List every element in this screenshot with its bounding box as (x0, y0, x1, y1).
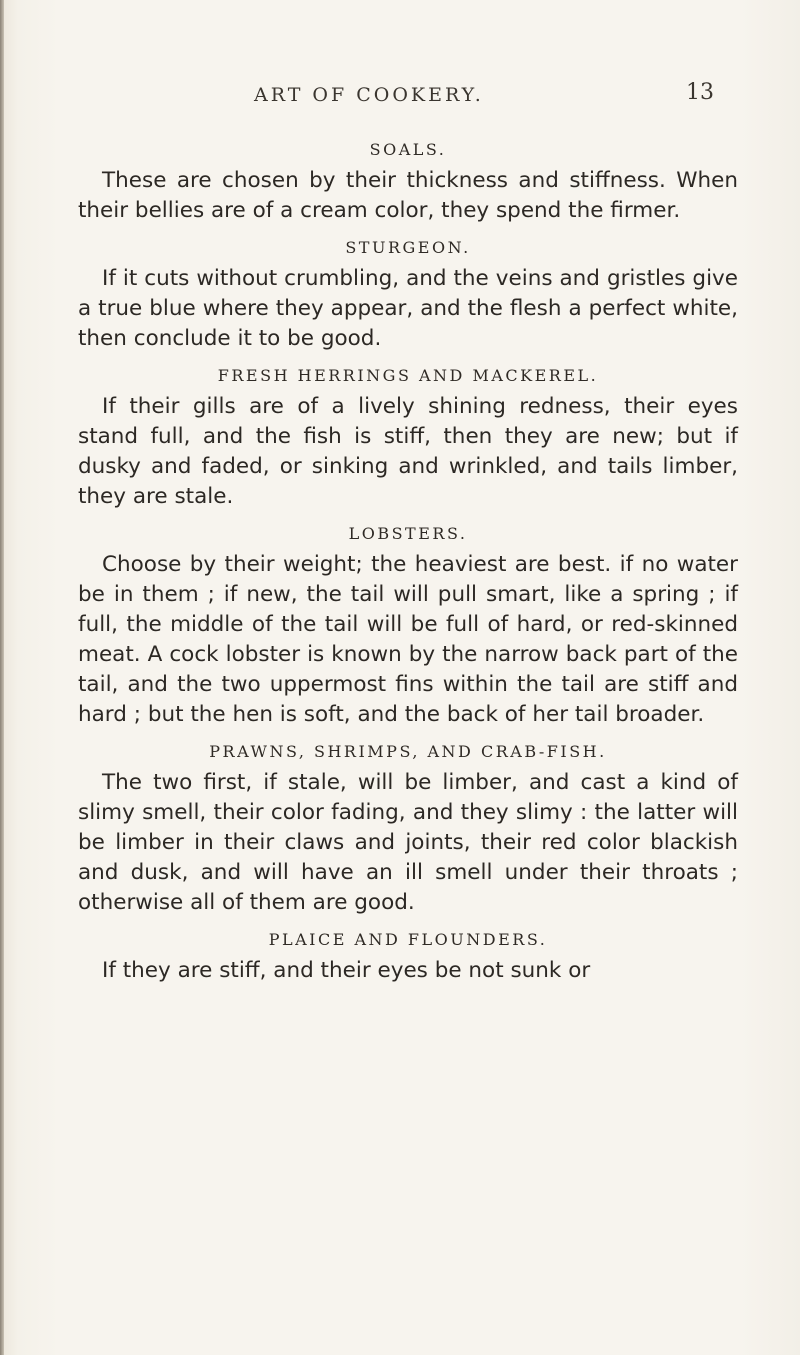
section-paragraph: The two first, if stale, will be limber, and cast a kind of slimy smell, their color fading, and they slimy : the latter will be limber in their claws and joints, their red color blackish and dusk, and will have an ill smell under their throats ; otherwise all of them are good. (78, 770, 738, 915)
page-gutter-edge (0, 0, 4, 1355)
section-paragraph: If they are stiff, and their eyes be not sunk or (102, 958, 591, 983)
section-soals (78, 138, 738, 226)
section-plaice-flounders (78, 928, 738, 986)
section-heading: SOALS. (369, 140, 447, 159)
section-sturgeon (78, 236, 738, 354)
section-lobsters (78, 522, 738, 730)
section-paragraph: If their gills are of a lively shining redness, their eyes stand full, and the fish is stiff, then they are new; but if dusky and faded, or sinking and wrinkled, and tails limber, they are stale. (78, 394, 738, 509)
running-title: ART OF COOKERY. (254, 84, 484, 106)
section-heading: PLAICE AND FLOUNDERS. (268, 930, 548, 949)
page-number: 13 (686, 80, 714, 105)
section-paragraph: Choose by their weight; the heaviest are best. if no water be in them ; if new, the tail will pull smart, like a spring ; if full, the middle of the tail will be full of hard, or red-skinned meat. A cock lobster is known by the narrow back part of the tail, and the two uppermost fins within the tail are stiff and hard ; but the hen is soft, and the back of her tail broader. (78, 552, 738, 727)
page-body (78, 138, 738, 986)
section-herrings-mackerel (78, 364, 738, 512)
section-heading: PRAWNS, SHRIMPS, AND CRAB-FISH. (209, 742, 607, 761)
section-heading: FRESH HERRINGS AND MACKEREL. (217, 366, 599, 385)
section-heading: STURGEON. (345, 238, 471, 257)
section-heading: LOBSTERS. (348, 524, 468, 543)
section-paragraph: If it cuts without crumbling, and the veins and gristles give a true blue where they appear, and the flesh a perfect white, then conclude it to be good. (78, 266, 738, 351)
page-header (0, 80, 800, 114)
section-prawns-shrimps-crab (78, 740, 738, 918)
section-paragraph: These are chosen by their thickness and stiffness. When their bellies are of a cream color, they spend the firmer. (78, 168, 738, 223)
